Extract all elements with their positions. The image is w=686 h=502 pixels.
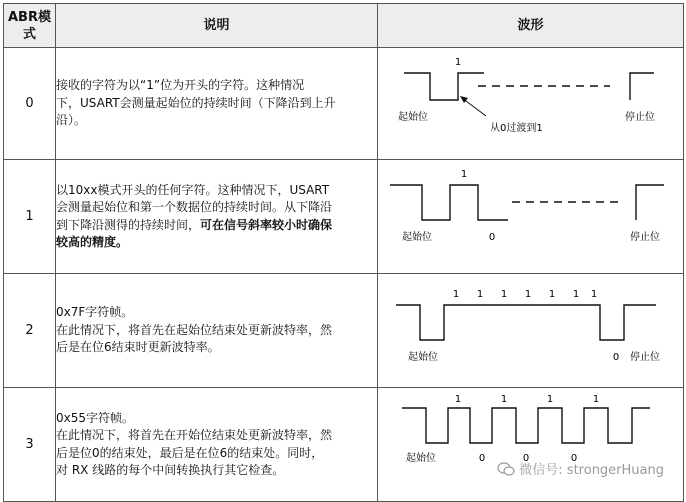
bit-one-labels — [453, 289, 597, 300]
header-abr-mode-line1: ABR模 — [8, 9, 51, 25]
table-row — [4, 160, 684, 274]
bit-label-0: 0 — [570, 453, 578, 464]
stop-bit-label: 停止位 — [630, 352, 660, 363]
watermark-text: 微信号: strongerHuang — [519, 463, 664, 478]
signal-line — [404, 73, 484, 100]
desc-line: 下，USART会测量起始位的持续时间（下降沿到上升 — [56, 95, 336, 110]
desc-line: 对 RX 线路的每个中间转换执行其它检查。 — [56, 463, 285, 477]
desc-text: 到下降沿测得的持续时间， — [56, 217, 201, 232]
waveform-mode-0 — [378, 48, 684, 159]
desc-line: 0x55字符帧。 — [56, 410, 135, 425]
start-bit-label: 起始位 — [402, 232, 432, 243]
stop-bit-label: 停止位 — [625, 112, 655, 123]
desc-line — [56, 217, 377, 235]
description-cell — [56, 274, 378, 388]
desc-line: 后是在位6结束时更新波特率。 — [56, 340, 220, 355]
desc-line: 在此情况下，将首先在起始位结束处更新波特率，然 — [56, 322, 333, 337]
bit-label-1: 1 — [460, 169, 468, 180]
bit-label-1: 1 — [524, 289, 532, 300]
signal-line — [396, 305, 656, 340]
signal-stop — [636, 185, 664, 220]
watermark — [497, 459, 664, 478]
desc-line: 会测量起始位和第一个数据位的持续时间。从下降沿 — [56, 200, 333, 214]
header-abr-mode-line2: 式 — [22, 26, 36, 42]
desc-line: 在此情况下，将首先在开始位结束处更新波特率，然 — [56, 428, 333, 442]
signal-line — [390, 185, 508, 220]
mode-cell: 0 — [4, 48, 56, 160]
start-bit-label: 起始位 — [398, 112, 428, 123]
desc-line: 后是位0的结束处，最后是在位6的结束处。同时， — [56, 445, 324, 460]
bit-label-1: 1 — [548, 289, 556, 300]
stop-bit-label: 停止位 — [630, 232, 660, 243]
desc-line: 沿）。 — [56, 113, 87, 128]
mode-cell: 3 — [4, 388, 56, 502]
table-row — [4, 388, 684, 502]
header-row — [4, 4, 684, 48]
waveform-cell — [378, 48, 684, 160]
abr-mode-table — [3, 3, 684, 502]
bit-label-1: 1 — [476, 289, 484, 300]
transition-label: 从0过渡到1 — [490, 123, 543, 134]
bit-one-labels — [455, 394, 599, 405]
mode-cell: 2 — [4, 274, 56, 388]
bit-label-1: 1 — [452, 289, 460, 300]
description-cell — [56, 48, 378, 160]
bit-label-1: 1 — [546, 394, 554, 405]
start-bit-label: 起始位 — [408, 352, 438, 363]
header-waveform: 波形 — [378, 4, 684, 48]
bit-label-1: 1 — [454, 57, 462, 68]
bit-label-0: 0 — [522, 453, 530, 464]
bit-label-0: 0 — [478, 453, 486, 464]
bit-label-1: 1 — [454, 394, 462, 405]
waveform-cell — [378, 388, 684, 502]
bit-label-1: 1 — [590, 289, 598, 300]
waveform-mode-2 — [378, 274, 684, 387]
waveform-mode-1 — [378, 160, 684, 273]
desc-line: 0x7F字符帧。 — [56, 305, 134, 320]
bit-label-1: 1 — [572, 289, 580, 300]
waveform-cell — [378, 160, 684, 274]
desc-bold-text: 可在信号斜率较小时确保 — [200, 217, 333, 232]
signal-stop — [630, 73, 654, 100]
description-cell — [56, 160, 378, 274]
table-row — [4, 48, 684, 160]
signal-line — [402, 408, 650, 443]
start-bit-label: 起始位 — [406, 453, 436, 464]
bit-label-1: 1 — [500, 289, 508, 300]
bit-label-1: 1 — [592, 394, 600, 405]
header-description: 说明 — [56, 4, 378, 48]
waveform-mode-3 — [378, 388, 684, 501]
bit-label-1: 1 — [500, 394, 508, 405]
bit-label-0: 0 — [612, 352, 620, 363]
desc-bold-line: 较高的精度。 — [56, 235, 129, 249]
header-abr-mode — [4, 4, 56, 48]
mode-cell: 1 — [4, 160, 56, 274]
desc-line: 接收的字符为以“1”位为开头的字符。这种情况 — [56, 78, 305, 93]
bit-label-0: 0 — [488, 232, 496, 243]
description-cell — [56, 388, 378, 502]
table-row — [4, 274, 684, 388]
wechat-icon — [497, 462, 515, 476]
desc-line: 以10xx模式开头的任何字符。这种情况下，USART — [56, 182, 330, 197]
waveform-cell — [378, 274, 684, 388]
